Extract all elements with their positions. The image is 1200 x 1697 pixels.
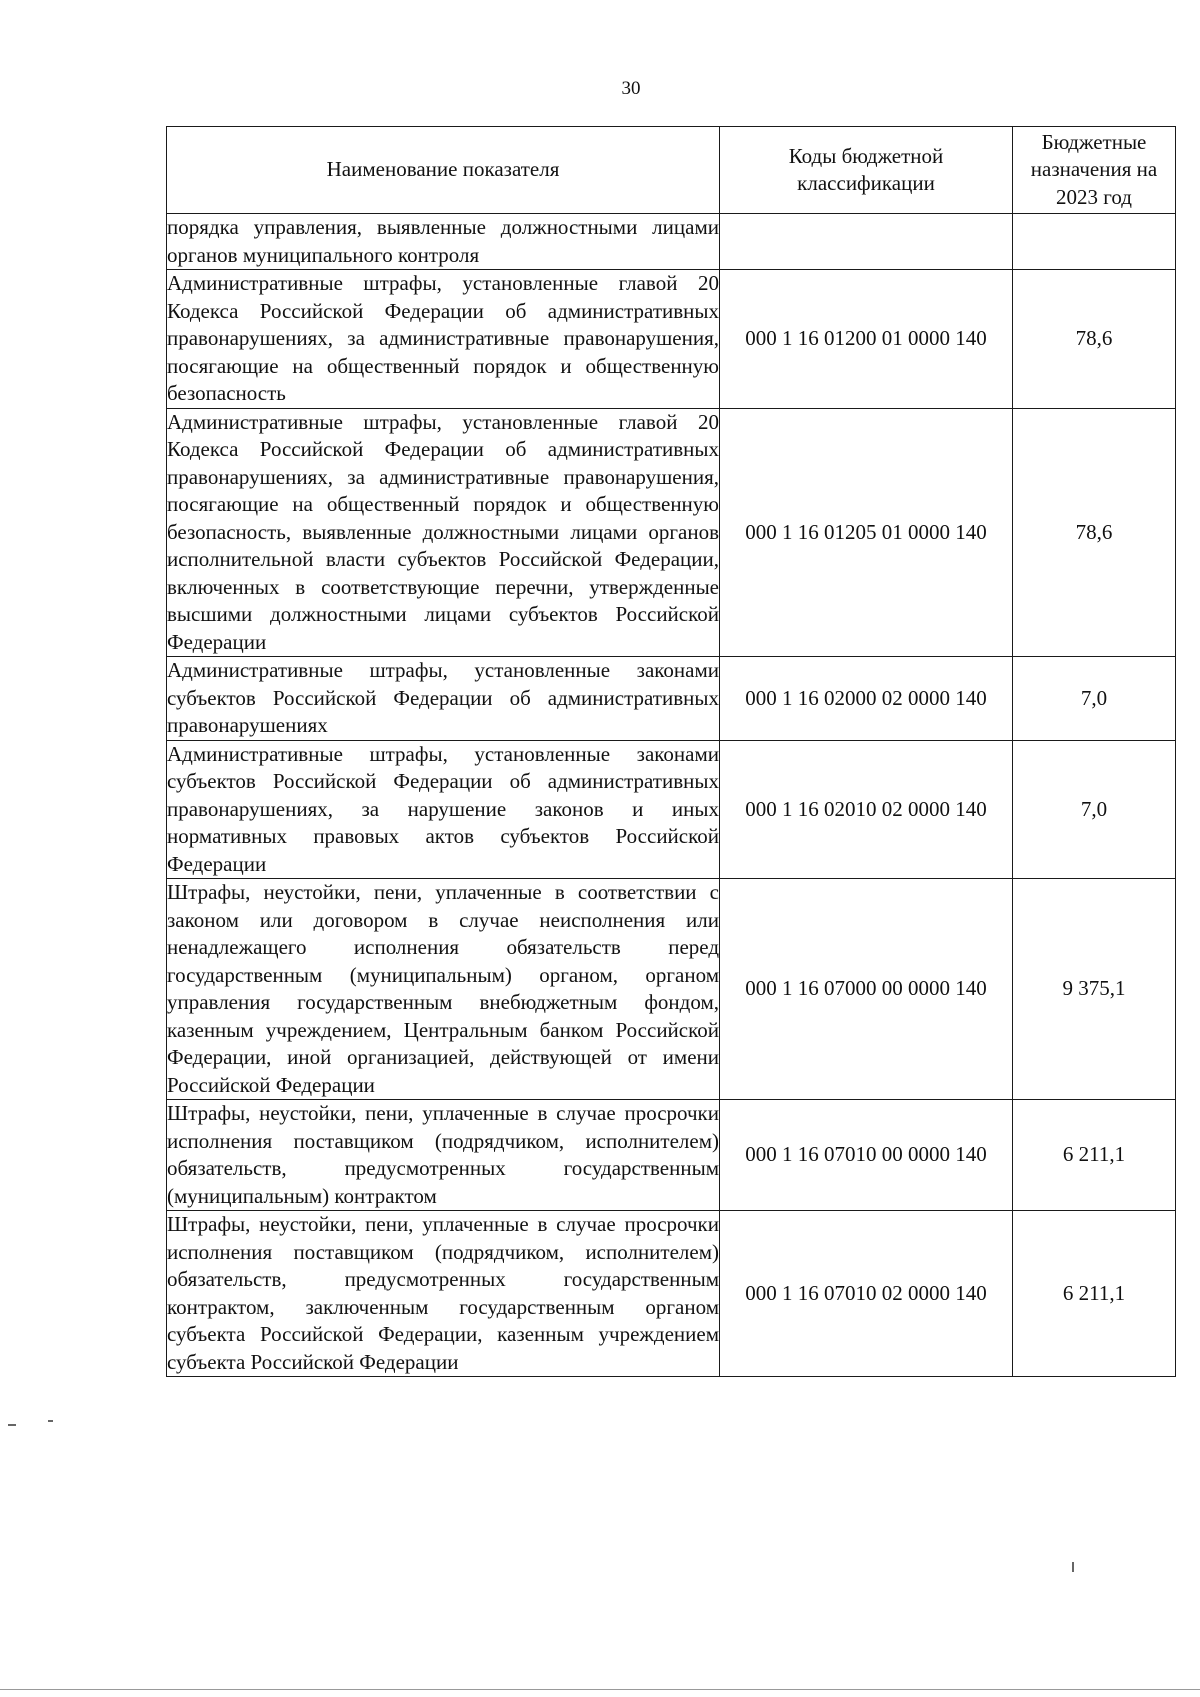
- row-sum: 7,0: [1013, 740, 1176, 879]
- row-code: 000 1 16 07000 00 0000 140: [720, 879, 1013, 1100]
- budget-table: [166, 126, 1176, 1377]
- row-code: 000 1 16 01205 01 0000 140: [720, 408, 1013, 657]
- row-name: Штрафы, неустойки, пени, уплаченные в случае просрочки исполнения поставщиком (подрядчиком, исполнителем) обязательств, предусмотренных государственным (муниципальным) контрактом: [167, 1100, 720, 1211]
- row-name: Административные штрафы, установленные главой 20 Кодекса Российской Федерации об административных правонарушениях, за административные правонарушения, посягающие на общественный порядок и общественную безопасность: [167, 270, 720, 409]
- row-name: Штрафы, неустойки, пени, уплаченные в случае просрочки исполнения поставщиком (подрядчиком, исполнителем) обязательств, предусмотренных государственным контрактом, заключенным государственным органом субъекта Российской Федерации, казенным учреждением субъекта Российской Федерации: [167, 1211, 720, 1377]
- table-row: [167, 270, 1176, 409]
- row-sum: 7,0: [1013, 657, 1176, 741]
- row-sum: 78,6: [1013, 270, 1176, 409]
- row-code: 000 1 16 01200 01 0000 140: [720, 270, 1013, 409]
- table-row: [167, 657, 1176, 741]
- page-number: 30: [621, 78, 641, 99]
- table-header-row: [167, 127, 1176, 214]
- scan-edge-line: [0, 1689, 1200, 1690]
- row-name: Административные штрафы, установленные законами субъектов Российской Федерации об административных правонарушениях, за нарушение законов и иных нормативных правовых актов субъектов Российской Федерации: [167, 740, 720, 879]
- header-name: Наименование показателя: [167, 127, 720, 214]
- row-code: 000 1 16 02000 02 0000 140: [720, 657, 1013, 741]
- table-row: [167, 879, 1176, 1100]
- scan-speck: [8, 1424, 16, 1426]
- row-sum: 6 211,1: [1013, 1211, 1176, 1377]
- row-sum: 6 211,1: [1013, 1100, 1176, 1211]
- row-sum: [1013, 214, 1176, 270]
- table-row: [167, 408, 1176, 657]
- row-code: 000 1 16 07010 00 0000 140: [720, 1100, 1013, 1211]
- scan-speck: [1072, 1562, 1074, 1572]
- scan-speck: [48, 1420, 53, 1422]
- header-sum: Бюджетные назначения на 2023 год: [1013, 127, 1176, 214]
- row-code: 000 1 16 07010 02 0000 140: [720, 1211, 1013, 1377]
- row-code: 000 1 16 02010 02 0000 140: [720, 740, 1013, 879]
- row-sum: 78,6: [1013, 408, 1176, 657]
- row-name: Административные штрафы, установленные законами субъектов Российской Федерации об административных правонарушениях: [167, 657, 720, 741]
- table-row: [167, 214, 1176, 270]
- table-row: [167, 1211, 1176, 1377]
- row-code: [720, 214, 1013, 270]
- header-code: Коды бюджетной классификации: [720, 127, 1013, 214]
- table-row: [167, 740, 1176, 879]
- row-name: Штрафы, неустойки, пени, уплаченные в соответствии с законом или договором в случае неисполнения или ненадлежащего исполнения обязательств перед государственным (муниципальным) органом, органом управления государственным внебюджетным фондом, казенным учреждением, Центральным банком Российской Федерации, иной организацией, действующей от имени Российской Федерации: [167, 879, 720, 1100]
- table-row: [167, 1100, 1176, 1211]
- row-name: порядка управления, выявленные должностными лицами органов муниципального контроля: [167, 214, 720, 270]
- row-name: Административные штрафы, установленные главой 20 Кодекса Российской Федерации об административных правонарушениях, за административные правонарушения, посягающие на общественный порядок и общественную безопасность, выявленные должностными лицами органов исполнительной власти субъектов Российской Федерации, включенных в соответствующие перечни, утвержденные высшими должностными лицами субъектов Российской Федерации: [167, 408, 720, 657]
- row-sum: 9 375,1: [1013, 879, 1176, 1100]
